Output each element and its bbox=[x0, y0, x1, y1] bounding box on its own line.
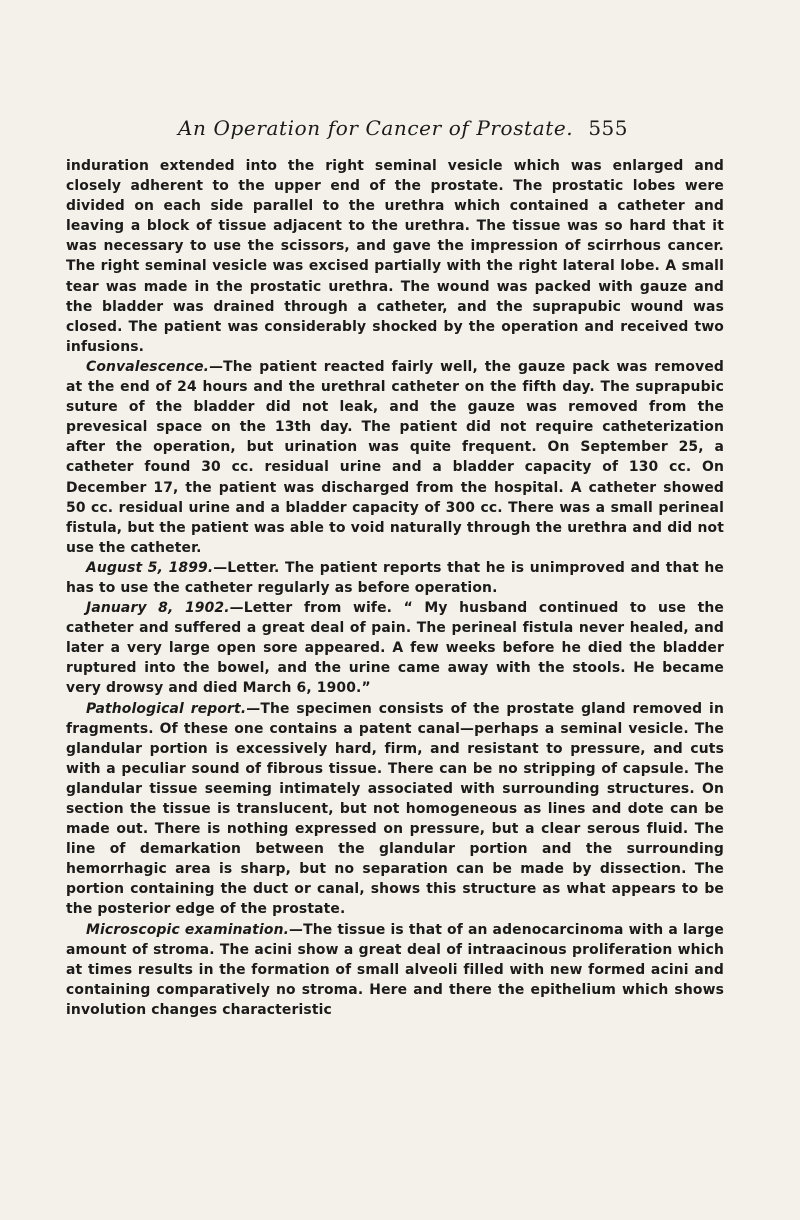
paragraph-microscopic-examination bbox=[66, 920, 724, 1020]
paragraph-operation bbox=[66, 156, 724, 357]
paragraph-text: —Letter from wife. “ My husband continued to use the catheter and suffered a great deal of pain. The perineal fistula never healed, and later a very large open sore appeared. A few weeks before he died the bladder ruptured into the bowel, and the urine came away with the stools. He became very drowsy and died March 6, 1900.” bbox=[66, 600, 724, 697]
paragraph-lead: Pathological report. bbox=[86, 700, 247, 717]
body-text bbox=[66, 156, 724, 1020]
paragraph-letter-1899 bbox=[66, 558, 724, 598]
paragraph-convalescence bbox=[66, 357, 724, 558]
page-number: 555 bbox=[588, 116, 628, 140]
paragraph-text: —The tissue is that of an adenocarcinoma with a large amount of stroma. The acini show a great deal of intraacinous proliferation which at times results in the formation of small alveoli filled with new formed acini and containing comparatively no stroma. Here and there the epithelium which shows involution changes characteristic bbox=[66, 921, 724, 1018]
paragraph-letter-1902 bbox=[66, 598, 724, 698]
paragraph-text: induration extended into the right seminal vesicle which was enlarged and closely adherent to the upper end of the prostate. The prostatic lobes were divided on each side parallel to the urethra which contained a catheter and leaving a block of tissue adjacent to the urethra. The tissue was so hard that it was necessary to use the scissors, and gave the impression of scirrhous cancer. The right seminal vesicle was excised partially with the right lateral lobe. A small tear was made in the prostatic urethra. The wound was packed with gauze and the bladder was drained through a catheter, and the suprapubic wound was closed. The patient was considerably shocked by the operation and received two infusions. bbox=[66, 158, 724, 355]
paragraph-pathological-report bbox=[66, 699, 724, 920]
running-title: An Operation for Cancer of Prostate. bbox=[178, 116, 574, 140]
paragraph-text: —The patient reacted fairly well, the gauze pack was removed at the end of 24 hours and the urethral catheter on the fifth day. The suprapubic suture of the bladder did not leak, and the gauze was removed from the prevesical space on the 13th day. The patient did not require catheterization after the operation, but urination was quite frequent. On September 25, a catheter found 30 cc. residual urine and a bladder capacity of 130 cc. On December 17, the patient was discharged from the hospital. A catheter showed 50 cc. residual urine and a bladder capacity of 300 cc. There was a small perineal fistula, but the patient was able to void naturally through the urethra and did not use the catheter. bbox=[66, 358, 724, 556]
paragraph-text: —The specimen consists of the prostate gland removed in fragments. Of these one contains a patent canal—perhaps a seminal vesicle. The glandular portion is excessively hard, firm, and resistant to pressure, and cuts with a peculiar sound of fibrous tissue. There can be no stripping of capsule. The glandular tissue seeming intimately associated with surrounding structures. On section the tissue is translucent, but not homogeneous as lines and dote can be made out. There is nothing expressed on pressure, but a clear serous fluid. The line of demarkation between the glandular portion and the surrounding hemorrhagic area is sharp, but no separation can be made by dissection. The portion containing the duct or canal, shows this structure as what appears to be the posterior edge of the prostate. bbox=[66, 700, 724, 918]
paragraph-lead: August 5, 1899. bbox=[86, 559, 214, 576]
paragraph-lead: Convalescence. bbox=[86, 358, 210, 375]
paragraph-lead: Microscopic examination. bbox=[86, 921, 290, 938]
running-head bbox=[0, 116, 800, 146]
paragraph-text: —Letter. The patient reports that he is unimproved and that he has to use the catheter regularly as before operation. bbox=[66, 559, 724, 596]
paragraph-lead: January 8, 1902. bbox=[86, 600, 230, 617]
